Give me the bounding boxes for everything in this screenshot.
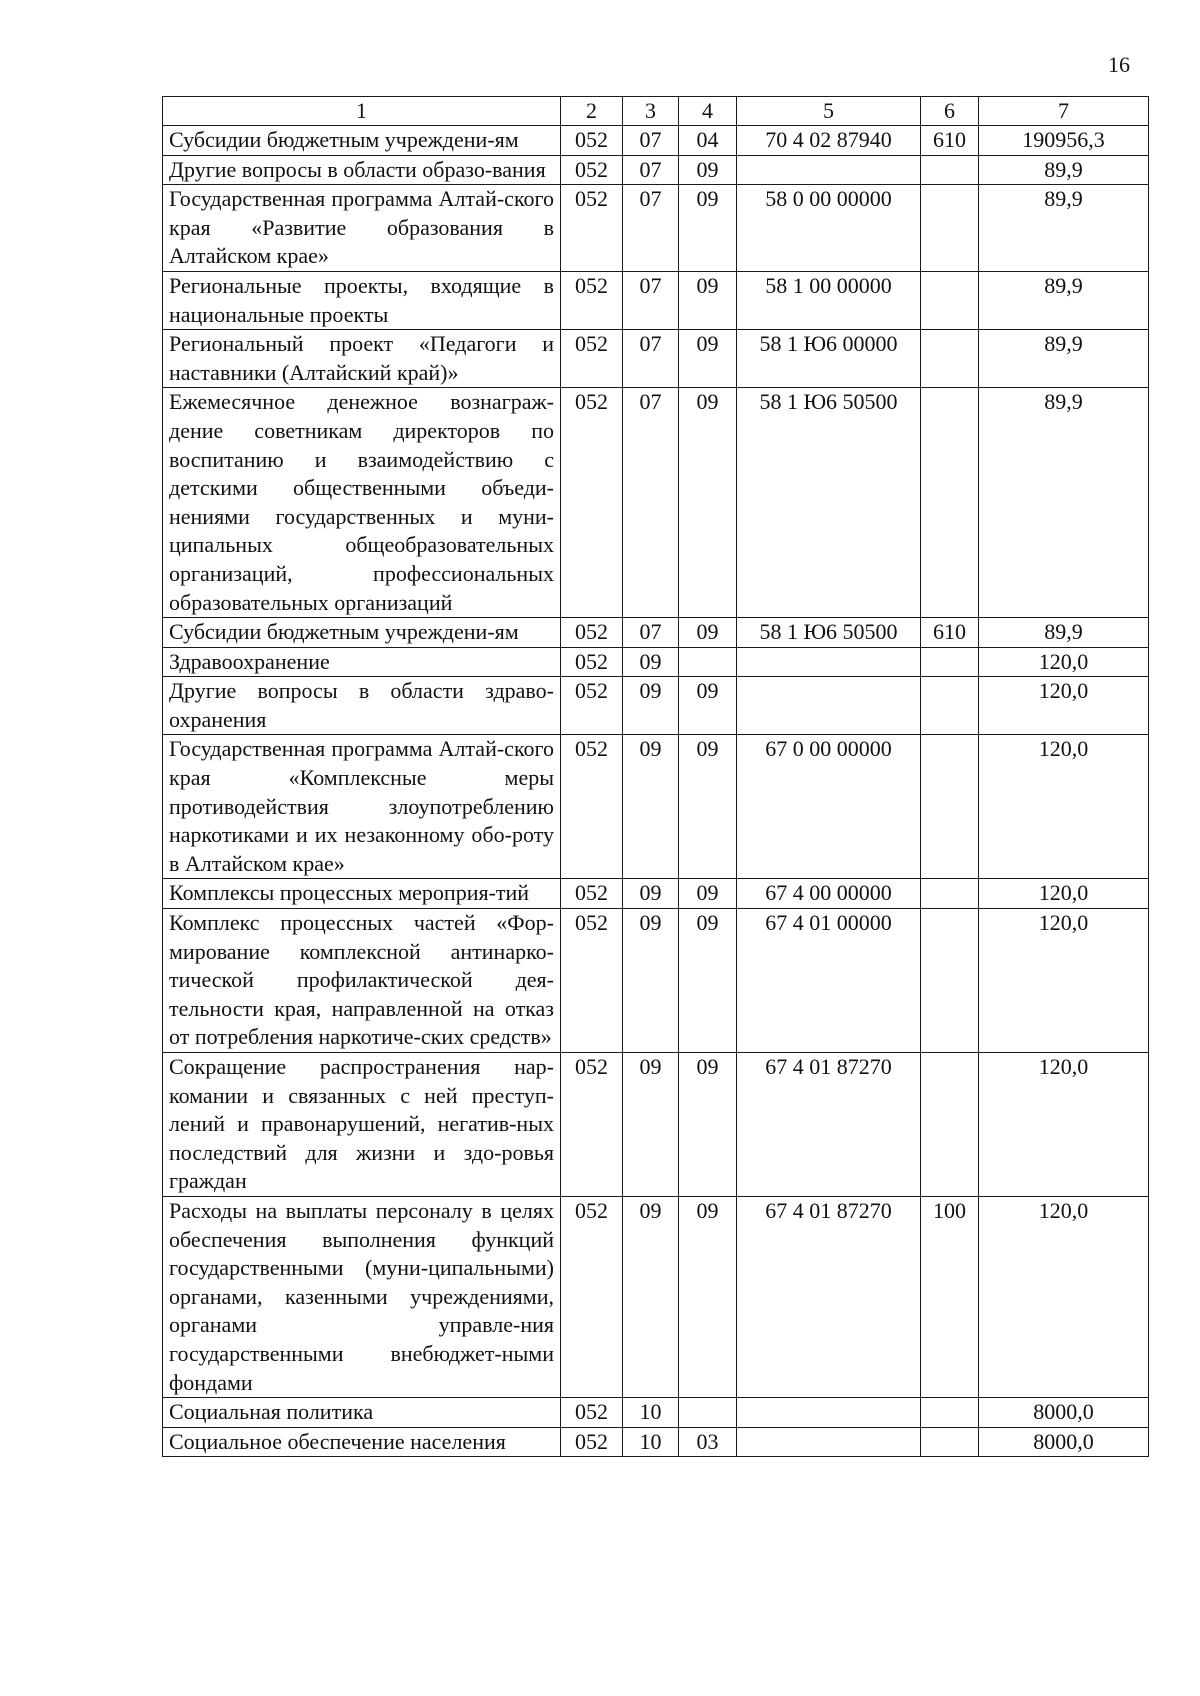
row-code-4: 09 <box>679 735 737 879</box>
header-col-7: 7 <box>979 97 1149 126</box>
table-row <box>163 155 1149 185</box>
row-code-3: 09 <box>623 1196 679 1397</box>
row-amount: 120,0 <box>979 1196 1149 1397</box>
row-code-2: 052 <box>561 155 623 185</box>
row-amount: 120,0 <box>979 1053 1149 1197</box>
row-code-5 <box>737 1398 921 1428</box>
row-code-4: 09 <box>679 1196 737 1397</box>
table-row <box>163 1196 1149 1397</box>
table-header <box>163 97 1149 126</box>
row-code-2: 052 <box>561 330 623 388</box>
row-code-5: 67 0 00 00000 <box>737 735 921 879</box>
row-amount: 89,9 <box>979 155 1149 185</box>
row-code-2: 052 <box>561 388 623 618</box>
row-code-2: 052 <box>561 735 623 879</box>
table-row <box>163 618 1149 648</box>
budget-table <box>162 96 1149 1457</box>
row-code-2: 052 <box>561 1427 623 1457</box>
row-amount: 8000,0 <box>979 1398 1149 1428</box>
row-code-6 <box>921 677 979 735</box>
row-code-6: 100 <box>921 1196 979 1397</box>
table-row <box>163 388 1149 618</box>
row-code-5: 67 4 01 87270 <box>737 1196 921 1397</box>
row-code-6 <box>921 735 979 879</box>
row-name: Государственная программа Алтай-ского края «Комплексные меры противодействия злоупотреблению наркотиками и их незаконному обо-роту в Алтайском крае» <box>163 735 561 879</box>
row-code-5: 67 4 00 00000 <box>737 879 921 909</box>
row-amount: 8000,0 <box>979 1427 1149 1457</box>
row-code-3: 09 <box>623 879 679 909</box>
row-code-5: 58 1 Ю6 50500 <box>737 388 921 618</box>
table-row <box>163 330 1149 388</box>
row-code-2: 052 <box>561 879 623 909</box>
row-code-4 <box>679 1398 737 1428</box>
row-code-2: 052 <box>561 618 623 648</box>
page-number: 16 <box>1108 52 1130 77</box>
table-row <box>163 647 1149 677</box>
row-code-3: 10 <box>623 1427 679 1457</box>
row-code-3: 07 <box>623 271 679 329</box>
row-amount: 89,9 <box>979 271 1149 329</box>
table-row <box>163 271 1149 329</box>
table-row <box>163 879 1149 909</box>
table-row <box>163 735 1149 879</box>
row-code-3: 09 <box>623 909 679 1053</box>
row-code-4 <box>679 647 737 677</box>
header-col-2: 2 <box>561 97 623 126</box>
row-name: Другие вопросы в области образо-вания <box>163 155 561 185</box>
row-code-6 <box>921 388 979 618</box>
row-code-6: 610 <box>921 126 979 156</box>
row-code-5 <box>737 677 921 735</box>
row-code-6: 610 <box>921 618 979 648</box>
row-name: Комплекс процессных частей «Фор-мирование комплексной антинарко-тической профилактической дея-тельности края, направленной на отказ от потребления наркотиче-ских средств» <box>163 909 561 1053</box>
row-code-2: 052 <box>561 909 623 1053</box>
row-code-4: 09 <box>679 185 737 272</box>
row-code-6 <box>921 909 979 1053</box>
header-col-5: 5 <box>737 97 921 126</box>
row-name: Региональный проект «Педагоги и наставники (Алтайский край)» <box>163 330 561 388</box>
row-name: Сокращение распространения нар-комании и связанных с ней преступ-лений и правонарушений, негатив-ных последствий для жизни и здо-ровья граждан <box>163 1053 561 1197</box>
row-name: Субсидии бюджетным учреждени-ям <box>163 618 561 648</box>
row-code-2: 052 <box>561 1398 623 1428</box>
row-code-4: 09 <box>679 677 737 735</box>
header-col-3: 3 <box>623 97 679 126</box>
row-code-3: 07 <box>623 618 679 648</box>
row-name: Социальная политика <box>163 1398 561 1428</box>
row-code-5: 58 1 Ю6 50500 <box>737 618 921 648</box>
row-amount: 120,0 <box>979 879 1149 909</box>
row-code-5: 58 1 00 00000 <box>737 271 921 329</box>
row-name: Комплексы процессных мероприя-тий <box>163 879 561 909</box>
row-code-4: 09 <box>679 618 737 648</box>
row-code-6 <box>921 647 979 677</box>
row-code-3: 09 <box>623 735 679 879</box>
table-row <box>163 185 1149 272</box>
row-name: Другие вопросы в области здраво-охранения <box>163 677 561 735</box>
row-code-2: 052 <box>561 1053 623 1197</box>
header-col-1: 1 <box>163 97 561 126</box>
header-row <box>163 97 1149 126</box>
row-code-5: 58 0 00 00000 <box>737 185 921 272</box>
row-code-3: 07 <box>623 185 679 272</box>
row-code-2: 052 <box>561 677 623 735</box>
row-amount: 190956,3 <box>979 126 1149 156</box>
row-amount: 89,9 <box>979 330 1149 388</box>
row-code-4: 03 <box>679 1427 737 1457</box>
row-code-6 <box>921 1427 979 1457</box>
row-code-6 <box>921 185 979 272</box>
row-code-2: 052 <box>561 126 623 156</box>
row-code-3: 10 <box>623 1398 679 1428</box>
row-name: Государственная программа Алтай-ского края «Развитие образования в Алтайском крае» <box>163 185 561 272</box>
row-code-5: 58 1 Ю6 00000 <box>737 330 921 388</box>
row-code-3: 07 <box>623 126 679 156</box>
row-code-3: 09 <box>623 1053 679 1197</box>
row-code-2: 052 <box>561 185 623 272</box>
row-code-4: 09 <box>679 388 737 618</box>
row-name: Ежемесячное денежное вознаграж-дение советникам директоров по воспитанию и взаимодействию с детскими общественными объеди-нениями государственных и муни-ципальных общеобразовательных организаций, профессиональных образовательных организаций <box>163 388 561 618</box>
table-row <box>163 1053 1149 1197</box>
row-code-6 <box>921 155 979 185</box>
table-row <box>163 1398 1149 1428</box>
row-code-4: 09 <box>679 330 737 388</box>
row-code-6 <box>921 1053 979 1197</box>
row-code-4: 09 <box>679 879 737 909</box>
row-code-5 <box>737 155 921 185</box>
row-code-3: 09 <box>623 677 679 735</box>
row-amount: 89,9 <box>979 185 1149 272</box>
row-code-5: 67 4 01 87270 <box>737 1053 921 1197</box>
row-code-4: 09 <box>679 1053 737 1197</box>
row-code-5: 67 4 01 00000 <box>737 909 921 1053</box>
row-code-4: 09 <box>679 271 737 329</box>
row-amount: 120,0 <box>979 909 1149 1053</box>
row-amount: 120,0 <box>979 677 1149 735</box>
row-code-5: 70 4 02 87940 <box>737 126 921 156</box>
row-code-2: 052 <box>561 647 623 677</box>
row-amount: 120,0 <box>979 647 1149 677</box>
row-code-4: 09 <box>679 909 737 1053</box>
row-code-4: 09 <box>679 155 737 185</box>
row-name: Социальное обеспечение населения <box>163 1427 561 1457</box>
row-code-4: 04 <box>679 126 737 156</box>
row-name: Здравоохранение <box>163 647 561 677</box>
row-code-5 <box>737 647 921 677</box>
row-code-5 <box>737 1427 921 1457</box>
row-name: Региональные проекты, входящие в национальные проекты <box>163 271 561 329</box>
row-amount: 89,9 <box>979 388 1149 618</box>
row-code-6 <box>921 1398 979 1428</box>
row-code-2: 052 <box>561 1196 623 1397</box>
row-code-6 <box>921 271 979 329</box>
header-col-6: 6 <box>921 97 979 126</box>
row-name: Расходы на выплаты персоналу в целях обеспечения выполнения функций государственными (муни-ципальными) органами, казенными учреждениями, органами управле-ния государственными внебюджет-ными фондами <box>163 1196 561 1397</box>
table-row <box>163 126 1149 156</box>
table-row <box>163 1427 1149 1457</box>
table-body <box>163 126 1149 1457</box>
row-amount: 120,0 <box>979 735 1149 879</box>
row-code-6 <box>921 330 979 388</box>
row-code-3: 09 <box>623 647 679 677</box>
row-name: Субсидии бюджетным учреждени-ям <box>163 126 561 156</box>
table-row <box>163 909 1149 1053</box>
header-col-4: 4 <box>679 97 737 126</box>
table-row <box>163 677 1149 735</box>
row-code-6 <box>921 879 979 909</box>
row-code-3: 07 <box>623 330 679 388</box>
row-code-3: 07 <box>623 155 679 185</box>
row-code-2: 052 <box>561 271 623 329</box>
row-amount: 89,9 <box>979 618 1149 648</box>
row-code-3: 07 <box>623 388 679 618</box>
